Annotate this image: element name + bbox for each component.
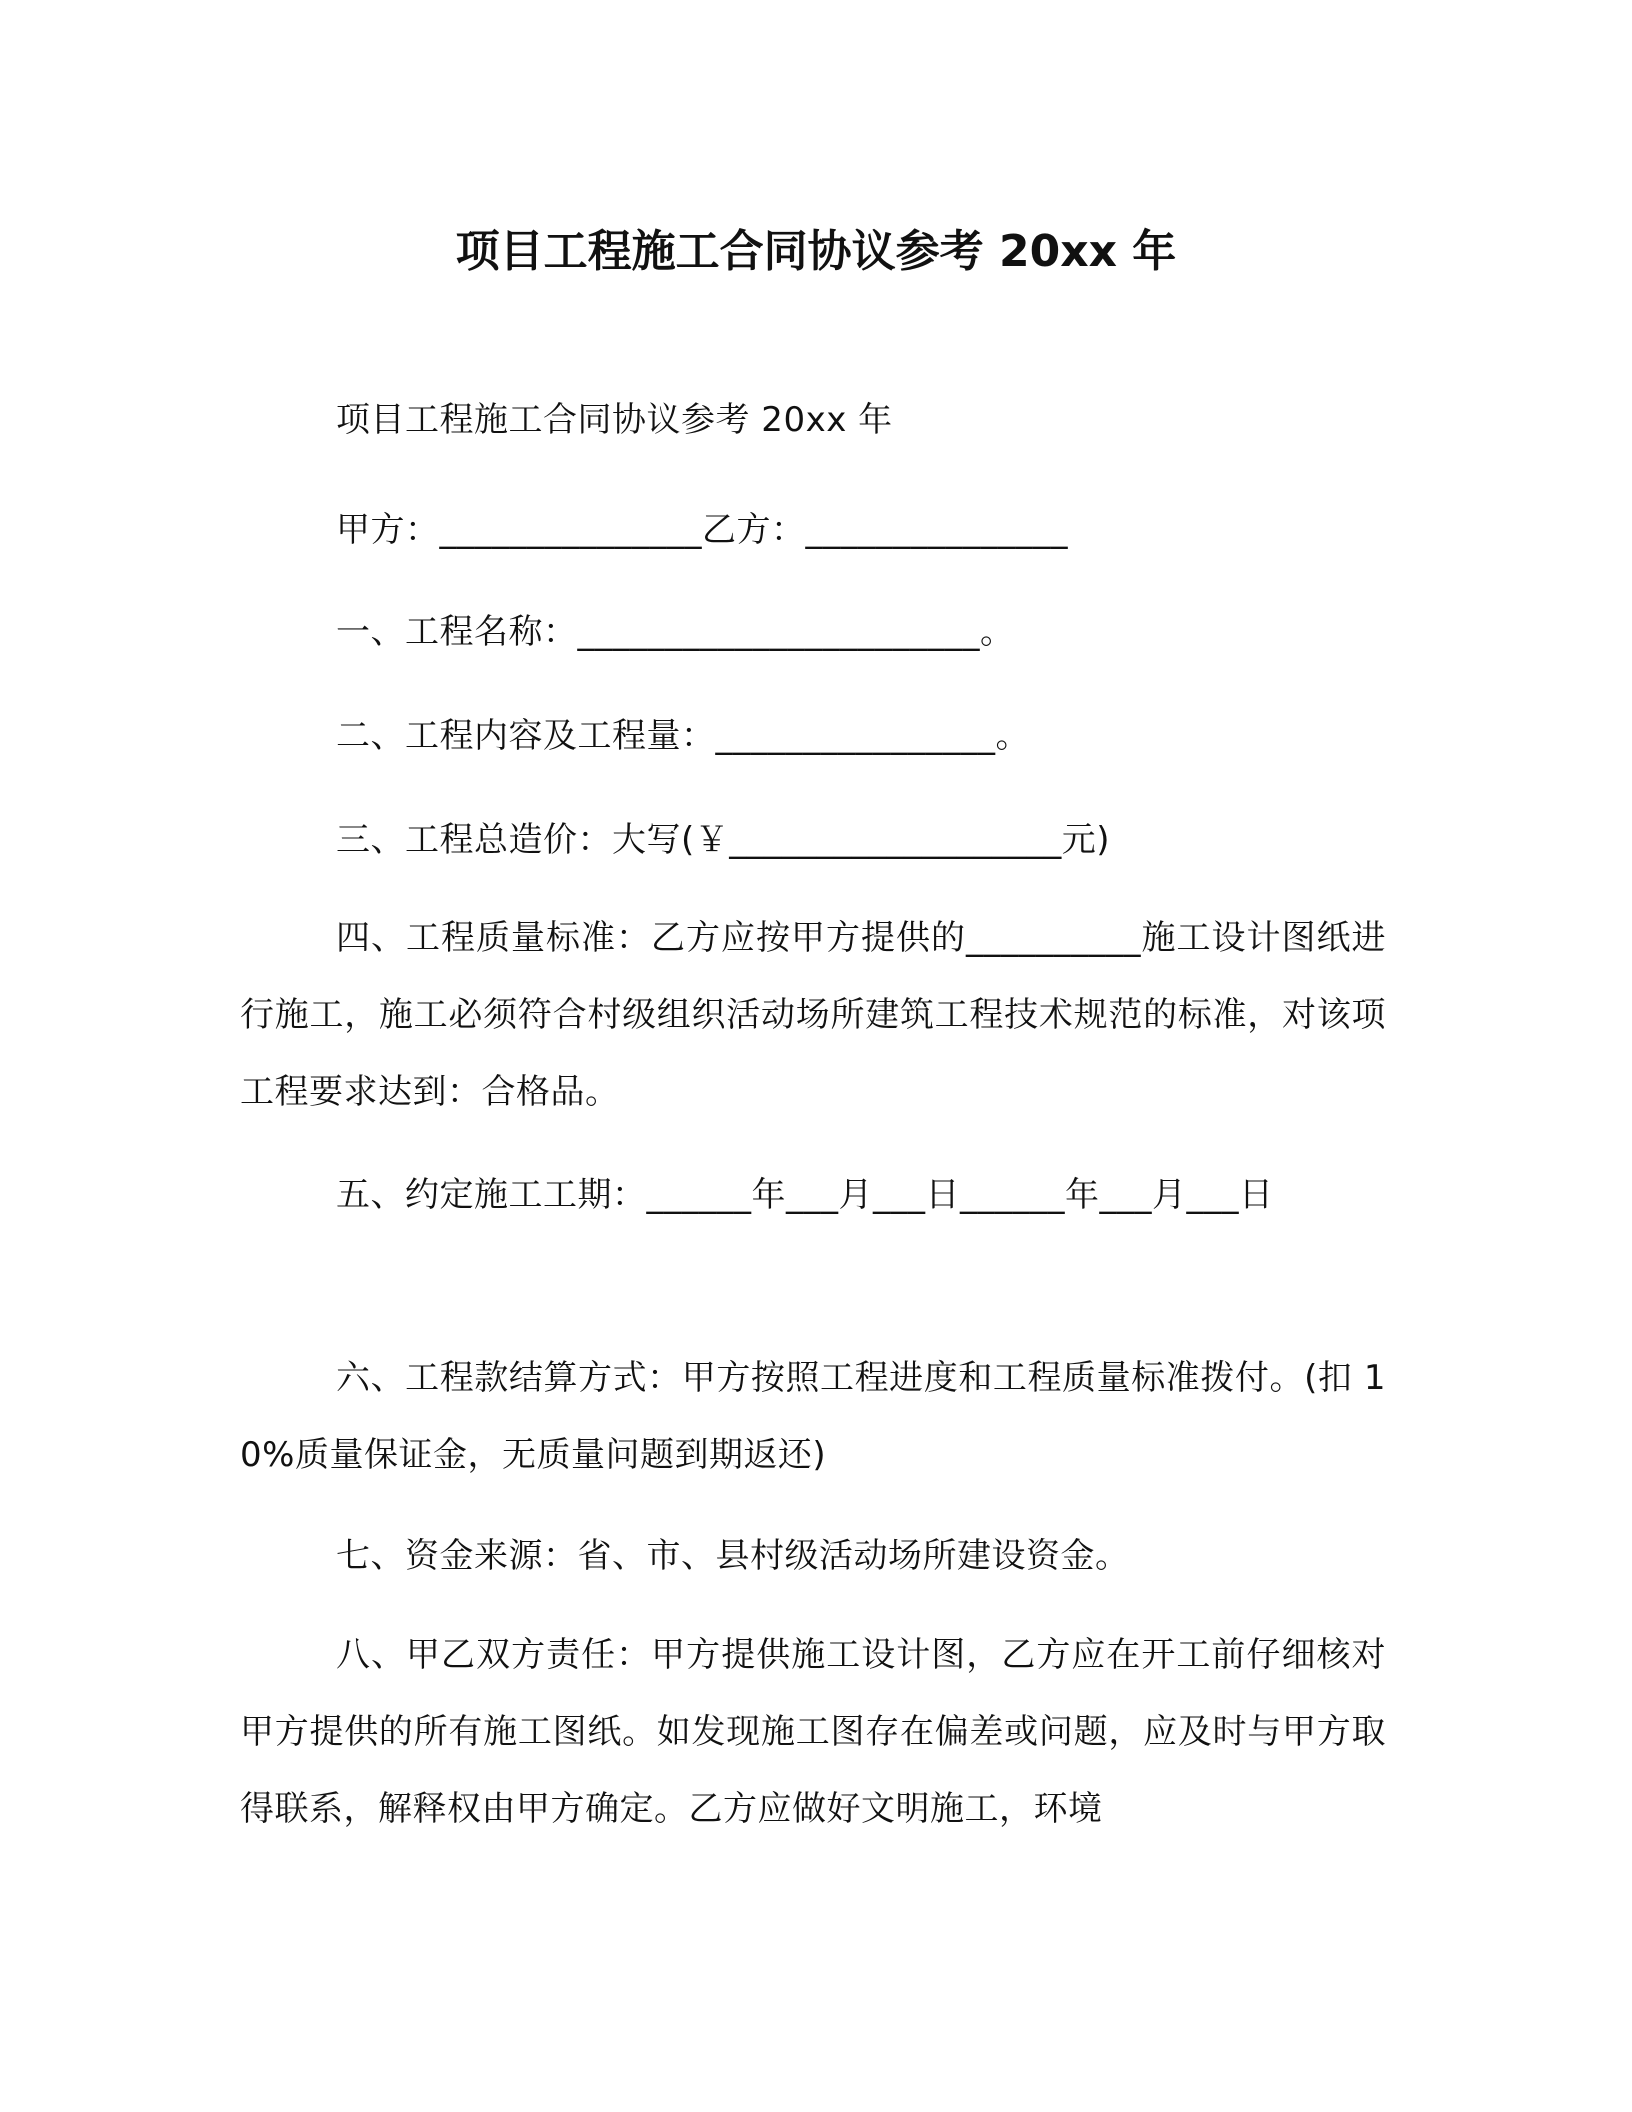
parties-line: 甲方：_______________乙方：_______________	[336, 510, 1068, 550]
clause-payment-method: 六、工程款结算方式：甲方按照工程进度和工程质量标准拨付。(扣 10%质量保证金，无质量问题到期返还)	[240, 1358, 1386, 1475]
document-title: 项目工程施工合同协议参考 20xx 年	[455, 226, 1177, 277]
clause-construction-period: 五、约定施工工期：______年___月___日______年___月___日	[336, 1175, 1274, 1215]
clause-project-content: 二、工程内容及工程量：________________。	[336, 716, 1030, 756]
document-subtitle: 项目工程施工合同协议参考 20xx 年	[336, 400, 893, 440]
clause-project-name: 一、工程名称：_______________________。	[336, 612, 1015, 652]
clause-responsibilities: 八、甲乙双方责任：甲方提供施工设计图，乙方应在开工前仔细核对甲方提供的所有施工图纸。如发现施工图存在偏差或问题，应及时与甲方取得联系，解释权由甲方确定。乙方应做好文明施工，环境	[240, 1635, 1386, 1829]
clause-total-cost: 三、工程总造价：大写(￥___________________元)	[336, 820, 1111, 860]
clause-fund-source: 七、资金来源：省、市、县村级活动场所建设资金。	[336, 1536, 1130, 1576]
clause-quality-standard: 四、工程质量标准：乙方应按甲方提供的__________施工设计图纸进行施工，施工必须符合村级组织活动场所建筑工程技术规范的标准，对该项工程要求达到：合格品。	[240, 918, 1386, 1112]
